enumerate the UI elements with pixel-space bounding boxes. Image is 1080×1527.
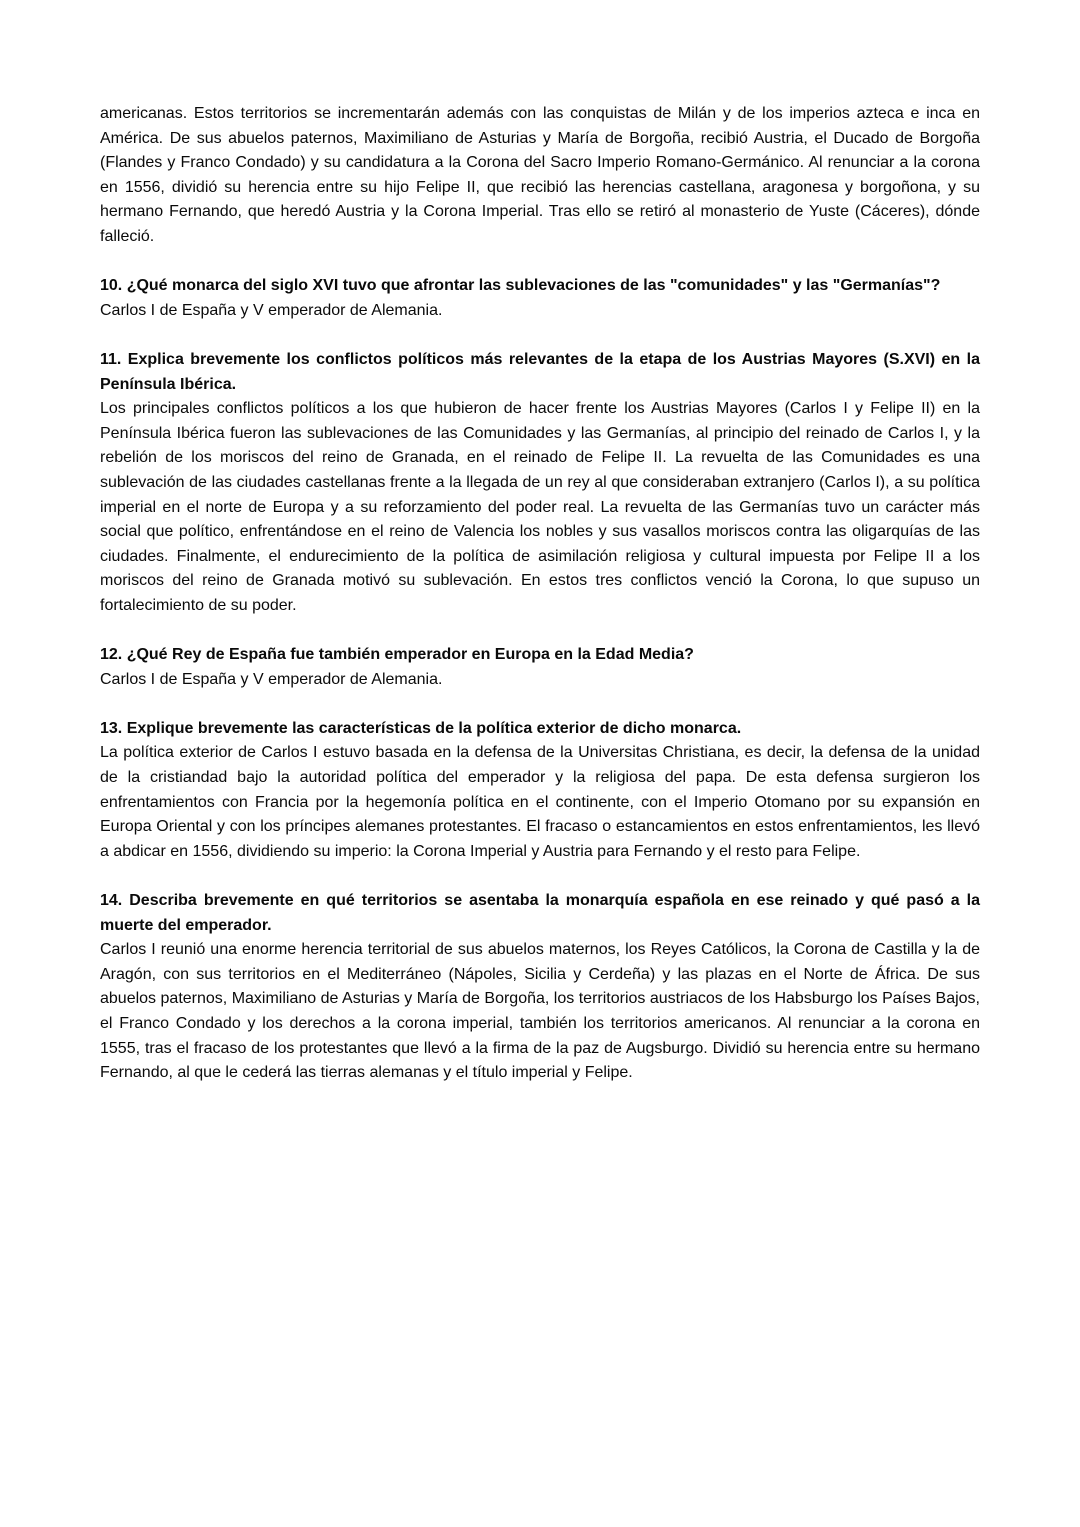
qa-block-13 [100,717,980,865]
question-heading-14: 14. Describa brevemente en qué territorios se asentaba la monarquía española en ese reinado y qué pasó a la muerte del emperador. [100,892,980,934]
question-heading-12: 12. ¿Qué Rey de España fue también emperador en Europa en la Edad Media? [100,646,694,664]
answer-paragraph-14: Carlos I reunió una enorme herencia territorial de sus abuelos maternos, los Reyes Católicos, la Corona de Castilla y la de Aragón, con sus territorios en el Mediterráneo (Nápoles, Sicilia y Cerdeña) y las plazas en el Norte de África. De sus abuelos paternos, Maximiliano de Asturias y María de Borgoña, los territorios austriacos de los Habsburgo los Países Bajos, el Franco Condado y los derechos a la corona imperial, también los territorios americanos. Al renunciar a la corona en 1555, tras el fracaso de los protestantes que llevó a la firma de la paz de Augsburgo. Dividió su herencia entre su hermano Fernando, al que le cederá las tierras alemanas y el título imperial y Felipe. [100,941,980,1082]
qa-block-10 [100,274,980,323]
intro-paragraph: americanas. Estos territorios se incrementarán además con las conquistas de Milán y de los imperios azteca e inca en América. De sus abuelos paternos, Maximiliano de Asturias y María de Borgoña, recibió Austria, el Ducado de Borgoña (Flandes y Franco Condado) y su candidatura a la Corona del Sacro Imperio Romano-Germánico. Al renunciar a la corona en 1556, dividió su herencia entre su hijo Felipe II, que recibió las herencias castellana, aragonesa y borgoñona, y su hermano Fernando, que heredó Austria y la Corona Imperial. Tras ello se retiró al monasterio de Yuste (Cáceres), dónde falleció. [100,105,980,245]
qa-block-12 [100,643,980,692]
answer-paragraph-12: Carlos I de España y V emperador de Alemania. [100,670,443,688]
qa-block-11 [100,348,980,619]
qa-block-14 [100,889,980,1086]
answer-paragraph-10: Carlos I de España y V emperador de Alemania. [100,301,443,319]
answer-paragraph-11: Los principales conflictos políticos a los que hubieron de hacer frente los Austrias Mayores (Carlos I y Felipe II) en la Península Ibérica fueron las sublevaciones de las Comunidades y las Germanías, al principio del reinado de Carlos I, y la rebelión de los moriscos del reino de Granada, en el reinado de Felipe II. La revuelta de las Comunidades es una sublevación de las ciudades castellanas frente a la llegada de un rey al que consideraban extranjero (Carlos I), a su política imperial en el norte de Europa y a su reforzamiento del poder real. La revuelta de las Germanías tuvo un carácter más social que político, enfrentándose en el reino de Valencia los nobles y sus vasallos moriscos contra las oligarquías de las ciudades. Finalmente, el endurecimiento de la política de asimilación religiosa y cultural impuesta por Felipe II a los moriscos del reino de Granada motivó su sublevación. En estos tres conflictos venció la Corona, lo que supuso un fortalecimiento de su poder. [100,400,980,614]
question-heading-13: 13. Explique brevemente las características de la política exterior de dicho monarca. [100,719,742,737]
answer-paragraph-13: La política exterior de Carlos I estuvo basada en la defensa de la Universitas Christiana, es decir, la defensa de la unidad de la cristiandad bajo la autoridad política del emperador y la religiosa del papa. De esta defensa surgieron los enfrentamientos con Francia por la hegemonía política en el continente, con el Imperio Otomano por su expansión en Europa Oriental y con los príncipes alemanes protestantes. El fracaso o estancamientos en estos enfrentamientos, les llevó a abdicar en 1556, dividiendo su imperio: la Corona Imperial y Austria para Fernando y el resto para Felipe. [100,744,980,860]
question-heading-10: 10. ¿Qué monarca del siglo XVI tuvo que afrontar las sublevaciones de las "comunidades" y las "Germanías"? [100,277,941,295]
question-heading-11: 11. Explica brevemente los conflictos políticos más relevantes de la etapa de los Austrias Mayores (S.XVI) en la Península Ibérica. [100,350,980,393]
